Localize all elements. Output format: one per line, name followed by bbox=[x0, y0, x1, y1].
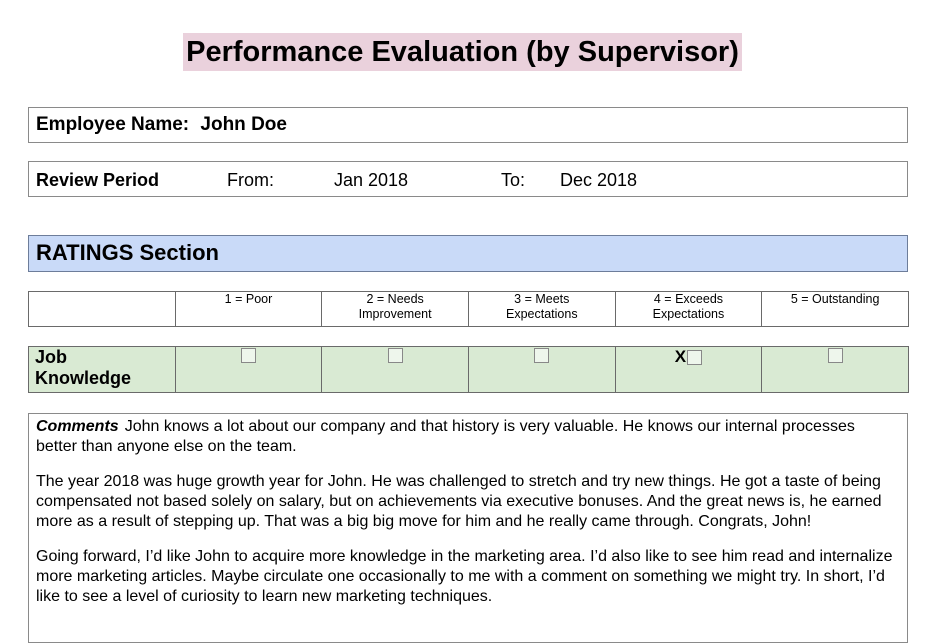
scale-5-label: 5 = Outstanding bbox=[790, 292, 880, 306]
comments-paragraph-1 bbox=[36, 417, 900, 457]
title-wrapper bbox=[0, 33, 925, 71]
review-period-row bbox=[28, 161, 908, 197]
comments-paragraph-3: Going forward, I’d like John to acquire more knowledge in the marketing area. I’d also like to see him read and internalize more marketing articles. Maybe circulate one occasionally to me with a comment on something we might try. In short, I’d like to see a level of curiosity to learn new marketing techniques. bbox=[36, 548, 893, 605]
scale-3-sublabel: Expectations bbox=[506, 307, 578, 321]
scale-header-blank bbox=[29, 292, 176, 327]
rating-cell-1 bbox=[175, 347, 322, 393]
scale-4-sublabel: Expectations bbox=[652, 307, 725, 321]
job-knowledge-row bbox=[28, 346, 909, 393]
rating-checkbox-2[interactable] bbox=[388, 348, 403, 363]
rating-checkbox-1[interactable] bbox=[241, 348, 256, 363]
comments-label: Comments bbox=[36, 418, 119, 435]
scale-4-label: 4 = Exceeds bbox=[653, 292, 724, 306]
page-title: Performance Evaluation (by Supervisor) bbox=[183, 33, 742, 71]
scale-3-label: 3 = Meets bbox=[514, 292, 570, 306]
employee-name-value[interactable]: John Doe bbox=[200, 114, 287, 135]
comments-box[interactable] bbox=[28, 413, 908, 643]
from-label: From: bbox=[227, 170, 274, 190]
rating-cell-2 bbox=[322, 347, 469, 393]
from-value[interactable]: Jan 2018 bbox=[334, 170, 409, 190]
comments-paragraph-2: The year 2018 was huge growth year for John. He was challenged to stretch and try new things. He got a taste of being compensated not based solely on salary, but on achievements via executive bonuses. And the great news is, he earned more as a result of stepping up. That was a big big move for him and he really came through. Congrats, John! bbox=[36, 473, 882, 530]
to-label: To: bbox=[501, 170, 526, 190]
comments-text-1: John knows a lot about our company and that history is very valuable. He knows our internal processes better than anyone else on the team. bbox=[36, 418, 855, 455]
rating-scale-header bbox=[28, 291, 909, 327]
job-knowledge-label-line1: Job bbox=[35, 347, 68, 367]
rating-checkbox-4[interactable] bbox=[687, 350, 702, 365]
scale-1-label: 1 = Poor bbox=[224, 292, 273, 306]
to-value[interactable]: Dec 2018 bbox=[560, 170, 638, 190]
review-period-label: Review Period bbox=[36, 170, 160, 190]
job-knowledge-label bbox=[29, 347, 176, 393]
employee-name-row bbox=[28, 107, 908, 143]
scale-3 bbox=[468, 292, 615, 327]
rating-checkbox-5[interactable] bbox=[828, 348, 843, 363]
rating-checkbox-3[interactable] bbox=[534, 348, 549, 363]
employee-name-label: Employee Name: bbox=[36, 114, 190, 135]
scale-2 bbox=[322, 292, 469, 327]
ratings-section-title: RATINGS Section bbox=[36, 240, 219, 265]
ratings-section-header bbox=[28, 235, 908, 272]
scale-2-sublabel: Improvement bbox=[358, 307, 432, 321]
rating-cell-3 bbox=[468, 347, 615, 393]
scale-4 bbox=[615, 292, 762, 327]
scale-2-label: 2 = Needs bbox=[366, 292, 424, 306]
rating-cell-4 bbox=[615, 347, 762, 393]
job-knowledge-label-line2: Knowledge bbox=[35, 368, 132, 388]
scale-1 bbox=[175, 292, 322, 327]
rating-cell-5 bbox=[762, 347, 909, 393]
scale-5 bbox=[762, 292, 909, 327]
selected-mark: X bbox=[674, 347, 687, 366]
